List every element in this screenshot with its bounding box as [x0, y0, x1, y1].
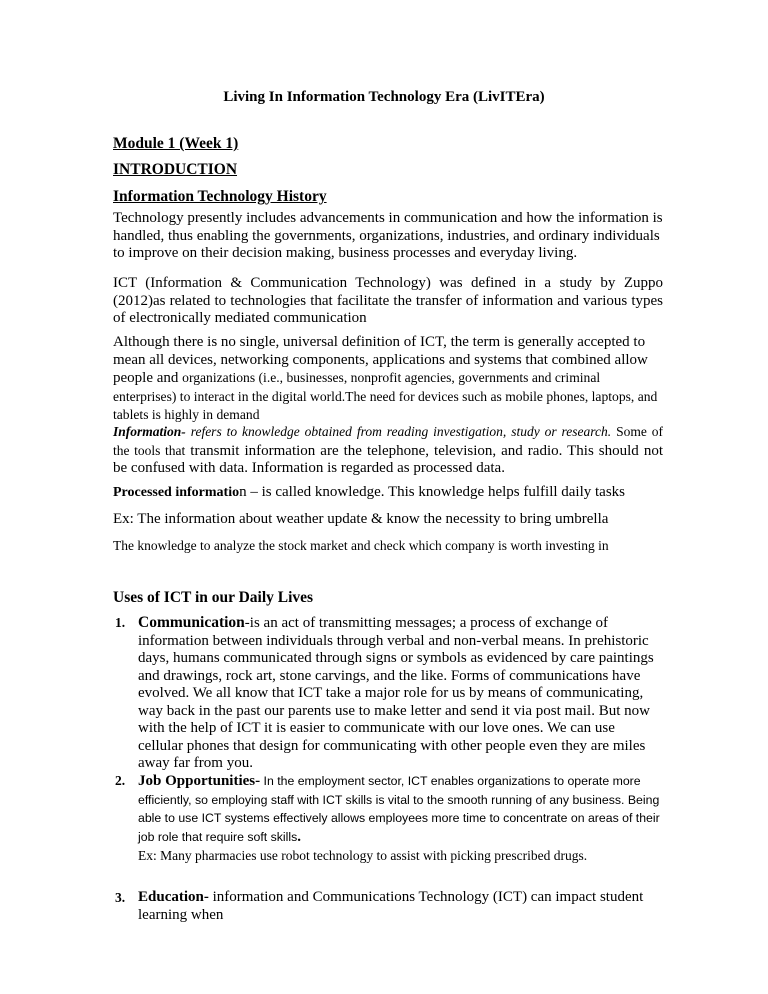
paragraph-ict-definition: ICT (Information & Communication Technology) was defined in a study by Zuppo (2012)as related to technologies that facilitate the transfer of information and various types of electronically mediated communication	[113, 275, 663, 326]
list-item: 2. Job Opportunities- In the employment sector, ICT enables organizations to operate more efficiently, so employing staff with ICT skills is vital to the smooth running of any business. Being able to use ICT systems effectively allows employees more time to concentrate on areas of their job role that require soft skills. Ex: Many pharmacies use robot technology to assist with picking prescribed drugs.	[138, 772, 663, 865]
paragraph-processed-information: Processed information – is called knowledge. This knowledge helps fulfill daily tasks	[113, 484, 626, 500]
uses-heading: Uses of ICT in our Daily Lives	[113, 589, 314, 606]
item-label-communication: Communication	[138, 614, 245, 631]
item-label-education: Education-	[138, 889, 209, 905]
subsection-heading: Information Technology History	[113, 188, 327, 205]
document-title: Living In Information Technology Era (LivITEra)	[223, 89, 545, 105]
list-item: 1. Communication-is an act of transmitting messages; a process of exchange of information between individuals through verbal and non-verbal means. In prehistoric days, humans communicated through signs or symbols as evidenced by care paintings and drawings, rock art, stone carvings, and the like. Forms of communications have evolved. We all know that ICT take a major role for us by means of communicating, way back in the past our parents use to make letter and send it via post mail. But now with the help of ICT it is easier to communicate with our love ones. We can use cellular phones that design for communicating with other people even they are miles away far from you.	[115, 614, 654, 771]
paragraph-information: Information- refers to knowledge obtained from reading investigation, study or research. Some of the tools that transmit information are the telephone, television, and radio. This should not be confused with data. Information is regarded as processed data.	[113, 424, 663, 476]
list-item: 3. Education- information and Communications Technology (ICT) can impact student learning when	[115, 889, 644, 923]
information-label: Information-	[113, 424, 186, 439]
example-weather: Ex: The information about weather update & know the necessity to bring umbrella	[113, 511, 609, 527]
example-pharmacies: Ex: Many pharmacies use robot technology to assist with picking prescribed drugs.	[138, 848, 588, 863]
section-heading: INTRODUCTION	[113, 161, 238, 178]
example-stock-market: The knowledge to analyze the stock market and check which company is worth investing in	[113, 538, 609, 553]
module-heading: Module 1 (Week 1)	[113, 135, 239, 152]
item-label-job-opportunities: Job Opportunities-	[138, 773, 261, 789]
paragraph-technology: Technology presently includes advancements in communication and how the information is handled, thus enabling the governments, organizations, industries, and ordinary individuals to improve on their decision making, business processes and everyday living.	[113, 210, 663, 261]
paragraph-ict-general: Although there is no single, universal definition of ICT, the term is generally accepted to mean all devices, networking components, applications and systems that combined allow people and organizations (i.e., businesses, nonprofit agencies, governments and criminal enterprises) to interact in the digital world.The need for devices such as mobile phones, laptops, and tablets is highly in demand	[113, 334, 658, 422]
